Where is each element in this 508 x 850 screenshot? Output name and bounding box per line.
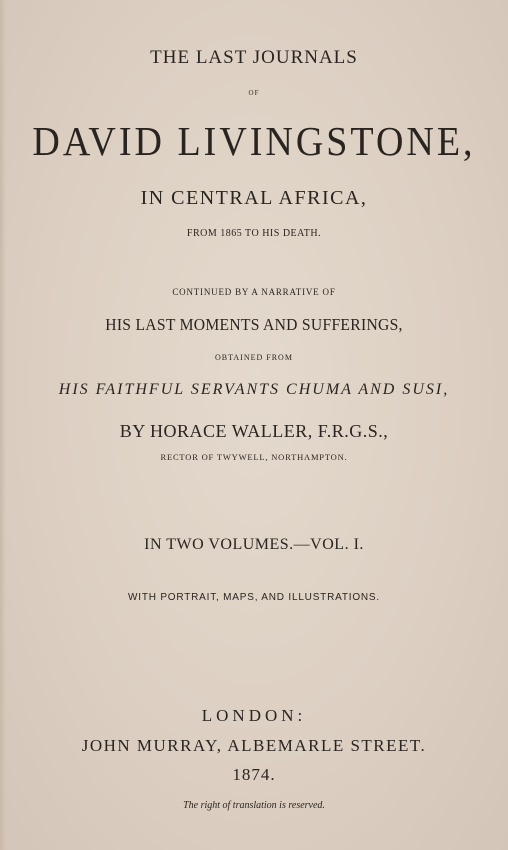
servants-line: HIS FAITHFUL SERVANTS CHUMA AND SUSI, (58, 381, 450, 398)
continued-line: CONTINUED BY A NARRATIVE OF (172, 287, 336, 297)
last-moments-line: HIS LAST MOMENTS AND SUFFERINGS, (105, 315, 403, 334)
dates-line: FROM 1865 TO HIS DEATH. (186, 228, 322, 239)
subtitle-central-africa: IN CENTRAL AFRICA, (140, 187, 368, 209)
obtained-line: OBTAINED FROM (215, 353, 293, 362)
author-line: BY HORACE WALLER, F.R.G.S., (119, 421, 389, 441)
imprint-publisher: JOHN MURRAY, ALBEMARLE STREET. (81, 736, 427, 755)
illustrations-line: WITH PORTRAIT, MAPS, AND ILLUSTRATIONS. (128, 592, 380, 603)
volumes-line: IN TWO VOLUMES.—VOL. I. (144, 536, 364, 553)
imprint-year: 1874. (232, 765, 276, 784)
imprint-city: LONDON: (201, 706, 307, 725)
heading-of: OF (248, 89, 260, 97)
rights-line: The right of translation is reserved. (183, 800, 325, 811)
rector-line: RECTOR OF TWYWELL, NORTHAMPTON. (160, 452, 348, 462)
heading-last-journals: THE LAST JOURNALS (150, 47, 358, 68)
main-title-name: DAVID LIVINGSTONE, (32, 119, 476, 165)
